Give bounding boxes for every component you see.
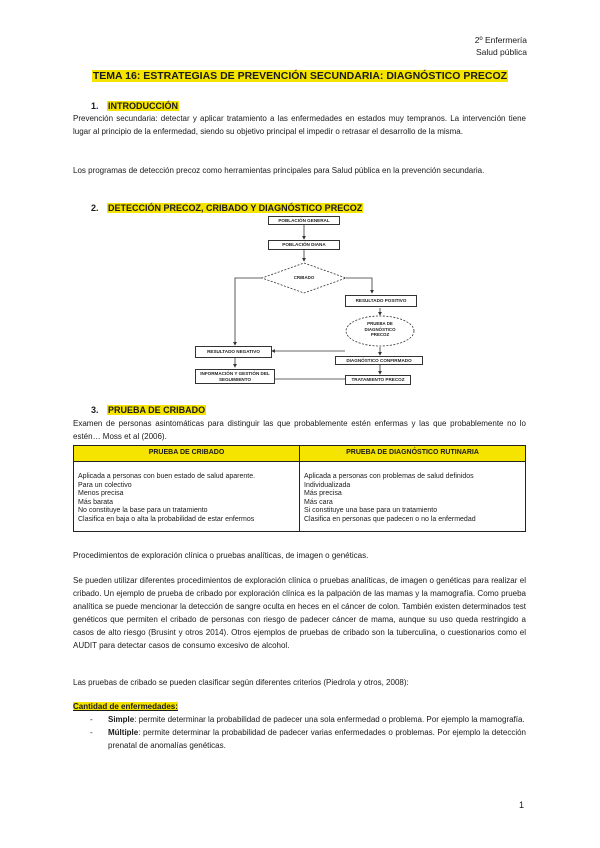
course-label: 2º Enfermería bbox=[474, 35, 527, 45]
section-heading-intro: 1. INTRODUCCIÓN bbox=[91, 101, 178, 111]
box-confirmed-diagnosis: DIAGNÓSTICO CONFIRMADO bbox=[335, 356, 423, 365]
routine-test-features bbox=[300, 462, 526, 532]
box-general-population: POBLACIÓN GENERAL bbox=[268, 216, 340, 225]
screening-test-features bbox=[74, 462, 300, 532]
label-early-diagnosis: PRUEBA DE DIAGNÓSTICO PRECOZ bbox=[364, 321, 396, 337]
section-heading-detection: 2. DETECCIÓN PRECOZ, CRIBADO Y DIAGNÓSTICO PRECOZ bbox=[91, 203, 363, 213]
table-header-row bbox=[74, 446, 526, 462]
list-item: Menos precisa bbox=[78, 490, 124, 498]
list-item: Clasifica en baja o alta la probabilidad de estar enfermos bbox=[78, 515, 255, 523]
list-item: Más precisa bbox=[304, 490, 342, 498]
list-item-simple: - Simple: permite determinar la probabilidad de padecer una sola enfermedad o problema. Por ejemplo la mamografía. bbox=[90, 715, 525, 724]
list-item: Más cara bbox=[304, 498, 333, 506]
list-item: No constituye la base para un tratamiento bbox=[78, 507, 208, 515]
box-negative-result: RESULTADO NEGATIVO bbox=[195, 346, 272, 358]
classification-list bbox=[73, 713, 526, 752]
screening-flowchart bbox=[190, 215, 425, 390]
header-routine-diagnostic-test: PRUEBA DE DIAGNÓSTICO RUTINARIA bbox=[300, 446, 526, 462]
classification-paragraph: Las pruebas de cribado se pueden clasificar según diferentes criterios (Piedrola y otros, 2008): bbox=[73, 678, 409, 687]
table-row bbox=[74, 462, 526, 532]
list-item-multiple: - Múltiple: permite determinar la probabilidad de padecer varias enfermedades o problemas. Por ejemplo la detección prenatal de anomalías genéticas. bbox=[90, 728, 526, 750]
examples-paragraph: Se pueden utilizar diferentes procedimientos de exploración clínica o pruebas analíticas, de imagen o genéticas para realizar el cribado. Un ejemplo de prueba de cribado por exploración clínica es la palpación de las mamas y la mamografía. Como prueba analítica se puede mencionar la detección de sangre oculta en heces en el cáncer de colon. También existen determinados test genéticos que permiten el cribado de personas con riesgo de padecer cáncer de mama, aunque su uso queda restringido a casos de alto riesgo (Brusint y otros 2014). Otros ejemplos de pruebas de cribado son la tuberculina, o cuestionarios como el AUDIT para detectar casos de consumo excesivo de alcohol. bbox=[73, 576, 526, 650]
document-header bbox=[475, 34, 527, 59]
list-item: Individualizada bbox=[304, 481, 351, 489]
subheading-disease-count: Cantidad de enfermedades: bbox=[73, 702, 178, 711]
page-number: 1 bbox=[518, 800, 524, 810]
section-heading-screening-test: 3. PRUEBA DE CRIBADO bbox=[91, 405, 206, 415]
list-item: Más barata bbox=[78, 498, 114, 506]
subject-label: Salud pública bbox=[475, 47, 527, 58]
box-positive-result: RESULTADO POSITIVO bbox=[345, 295, 417, 307]
list-item: Clasifica en personas que padecen o no la enfermedad bbox=[304, 515, 476, 523]
label-screening: CRIBADO bbox=[293, 275, 315, 280]
list-item: Aplicada a personas con buen estado de salud aparente. bbox=[78, 473, 256, 480]
screening-definition: Examen de personas asintomáticas para distinguir las que probablemente estén enfermas y las que probablemente no lo estén… Moss et al (2006). bbox=[73, 419, 526, 441]
list-item: Si constituye una base para un tratamiento bbox=[304, 507, 438, 515]
list-item: Para un colectivo bbox=[78, 481, 132, 489]
box-follow-up-info: INFORMACIÓN Y GESTIÓN DEL SEGUIMIENTO bbox=[195, 369, 275, 384]
comparison-table bbox=[73, 445, 526, 532]
page-title: TEMA 16: ESTRATEGIAS DE PREVENCIÓN SECUNDARIA: DIAGNÓSTICO PRECOZ bbox=[92, 70, 508, 82]
intro-paragraph-2: Los programas de detección precoz como herramientas principales para Salud pública en la prevención secundaria. bbox=[73, 166, 485, 175]
box-early-treatment: TRATAMIENTO PRECOZ bbox=[345, 375, 411, 385]
list-item: Aplicada a personas con problemas de salud definidos bbox=[304, 473, 474, 480]
intro-paragraph-1: Prevención secundaria: detectar y aplicar tratamiento a las enfermedades en estados muy tempranos. La intervención tiene lugar al principio de la enfermedad, siendo su objetivo principal el impedir o retrasar el desarrollo de la misma. bbox=[73, 114, 526, 136]
procedures-paragraph: Procedimientos de exploración clínica o pruebas analíticas, de imagen o genéticas. bbox=[73, 551, 369, 560]
box-target-population: POBLACIÓN DIANA bbox=[268, 240, 340, 250]
header-screening-test: PRUEBA DE CRIBADO bbox=[74, 446, 300, 462]
